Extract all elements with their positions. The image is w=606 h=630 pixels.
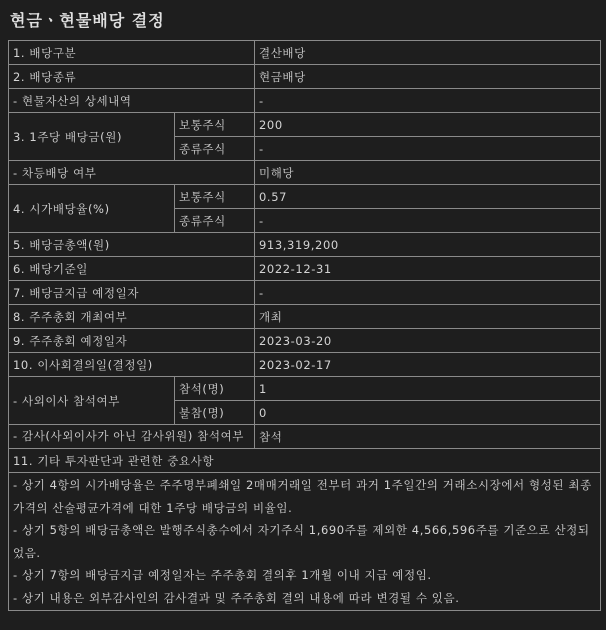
label-auditor-attendance: - 감사(사외이사가 아닌 감사위원) 참석여부	[9, 425, 255, 449]
row-agm-held	[9, 305, 601, 329]
sublabel-yield-common: 보통주식	[175, 185, 255, 209]
row-total-dividend	[9, 233, 601, 257]
label-dividend-kind: 2. 배당종류	[9, 65, 255, 89]
value-agm-held: 개최	[255, 305, 601, 329]
label-dividend-per-share: 3. 1주당 배당금(원)	[9, 113, 175, 161]
row-dividend-kind	[9, 65, 601, 89]
sublabel-dps-preferred: 종류주식	[175, 137, 255, 161]
label-dividend-yield: 4. 시가배당율(%)	[9, 185, 175, 233]
other-matters-notes	[9, 473, 601, 611]
sublabel-directors-present: 참석(명)	[175, 377, 255, 401]
row-record-date	[9, 257, 601, 281]
label-dividend-type: 1. 배당구분	[9, 41, 255, 65]
value-board-resolution-date: 2023-02-17	[255, 353, 601, 377]
row-dividend-type	[9, 41, 601, 65]
row-differential-dividend	[9, 161, 601, 185]
label-outside-directors: - 사외이사 참석여부	[9, 377, 175, 425]
value-dps-preferred: -	[255, 137, 601, 161]
label-in-kind-asset-details: - 현물자산의 상세내역	[9, 89, 255, 113]
label-board-resolution-date: 10. 이사회결의일(결정일)	[9, 353, 255, 377]
note-1: - 상기 4항의 시가배당율은 주주명부폐쇄일 2매매거래일 전부터 과거 1주일간의 거래소시장에서 형성된 최종가격의 산술평균가격에 대한 1주당 배당금의 비율임.	[13, 478, 592, 515]
row-yield-common	[9, 185, 601, 209]
row-payment-date	[9, 281, 601, 305]
sublabel-directors-absent: 불참(명)	[175, 401, 255, 425]
value-directors-absent: 0	[255, 401, 601, 425]
label-agm-held: 8. 주주총회 개최여부	[9, 305, 255, 329]
value-in-kind-asset-details: -	[255, 89, 601, 113]
row-agm-date	[9, 329, 601, 353]
page-title: 현금ㆍ현물배당 결정	[10, 11, 165, 30]
dividend-disclosure-table	[8, 40, 601, 611]
sublabel-dps-common: 보통주식	[175, 113, 255, 137]
note-4: - 상기 내용은 외부감사인의 감사결과 및 주주총회 결의 내용에 따라 변경될 수 있음.	[13, 590, 460, 605]
row-dps-common	[9, 113, 601, 137]
value-auditor-attendance: 참석	[255, 425, 601, 449]
sublabel-yield-preferred: 종류주식	[175, 209, 255, 233]
row-in-kind-asset-details	[9, 89, 601, 113]
row-board-resolution-date	[9, 353, 601, 377]
label-other-matters: 11. 기타 투자판단과 관련한 중요사항	[9, 449, 601, 473]
value-dividend-kind: 현금배당	[255, 65, 601, 89]
value-directors-present: 1	[255, 377, 601, 401]
value-dps-common: 200	[255, 113, 601, 137]
value-agm-date: 2023-03-20	[255, 329, 601, 353]
label-payment-date: 7. 배당금지급 예정일자	[9, 281, 255, 305]
label-total-dividend: 5. 배당금총액(원)	[9, 233, 255, 257]
label-agm-date: 9. 주주총회 예정일자	[9, 329, 255, 353]
row-other-matters-notes	[9, 473, 601, 611]
value-record-date: 2022-12-31	[255, 257, 601, 281]
value-yield-common: 0.57	[255, 185, 601, 209]
value-yield-preferred: -	[255, 209, 601, 233]
label-record-date: 6. 배당기준일	[9, 257, 255, 281]
value-dividend-type: 결산배당	[255, 41, 601, 65]
row-other-matters-header	[9, 449, 601, 473]
row-auditor-attendance	[9, 425, 601, 449]
note-2: - 상기 5항의 배당금총액은 발행주식총수에서 자기주식 1,690주를 제외한 4,566,596주를 기준으로 산정되었음.	[13, 523, 590, 560]
value-payment-date: -	[255, 281, 601, 305]
row-outside-directors-present	[9, 377, 601, 401]
label-differential-dividend: - 차등배당 여부	[9, 161, 255, 185]
value-differential-dividend: 미해당	[255, 161, 601, 185]
value-total-dividend: 913,319,200	[255, 233, 601, 257]
note-3: - 상기 7항의 배당금지급 예정일자는 주주총회 결의후 1개월 이내 지급 예정임.	[13, 568, 432, 582]
